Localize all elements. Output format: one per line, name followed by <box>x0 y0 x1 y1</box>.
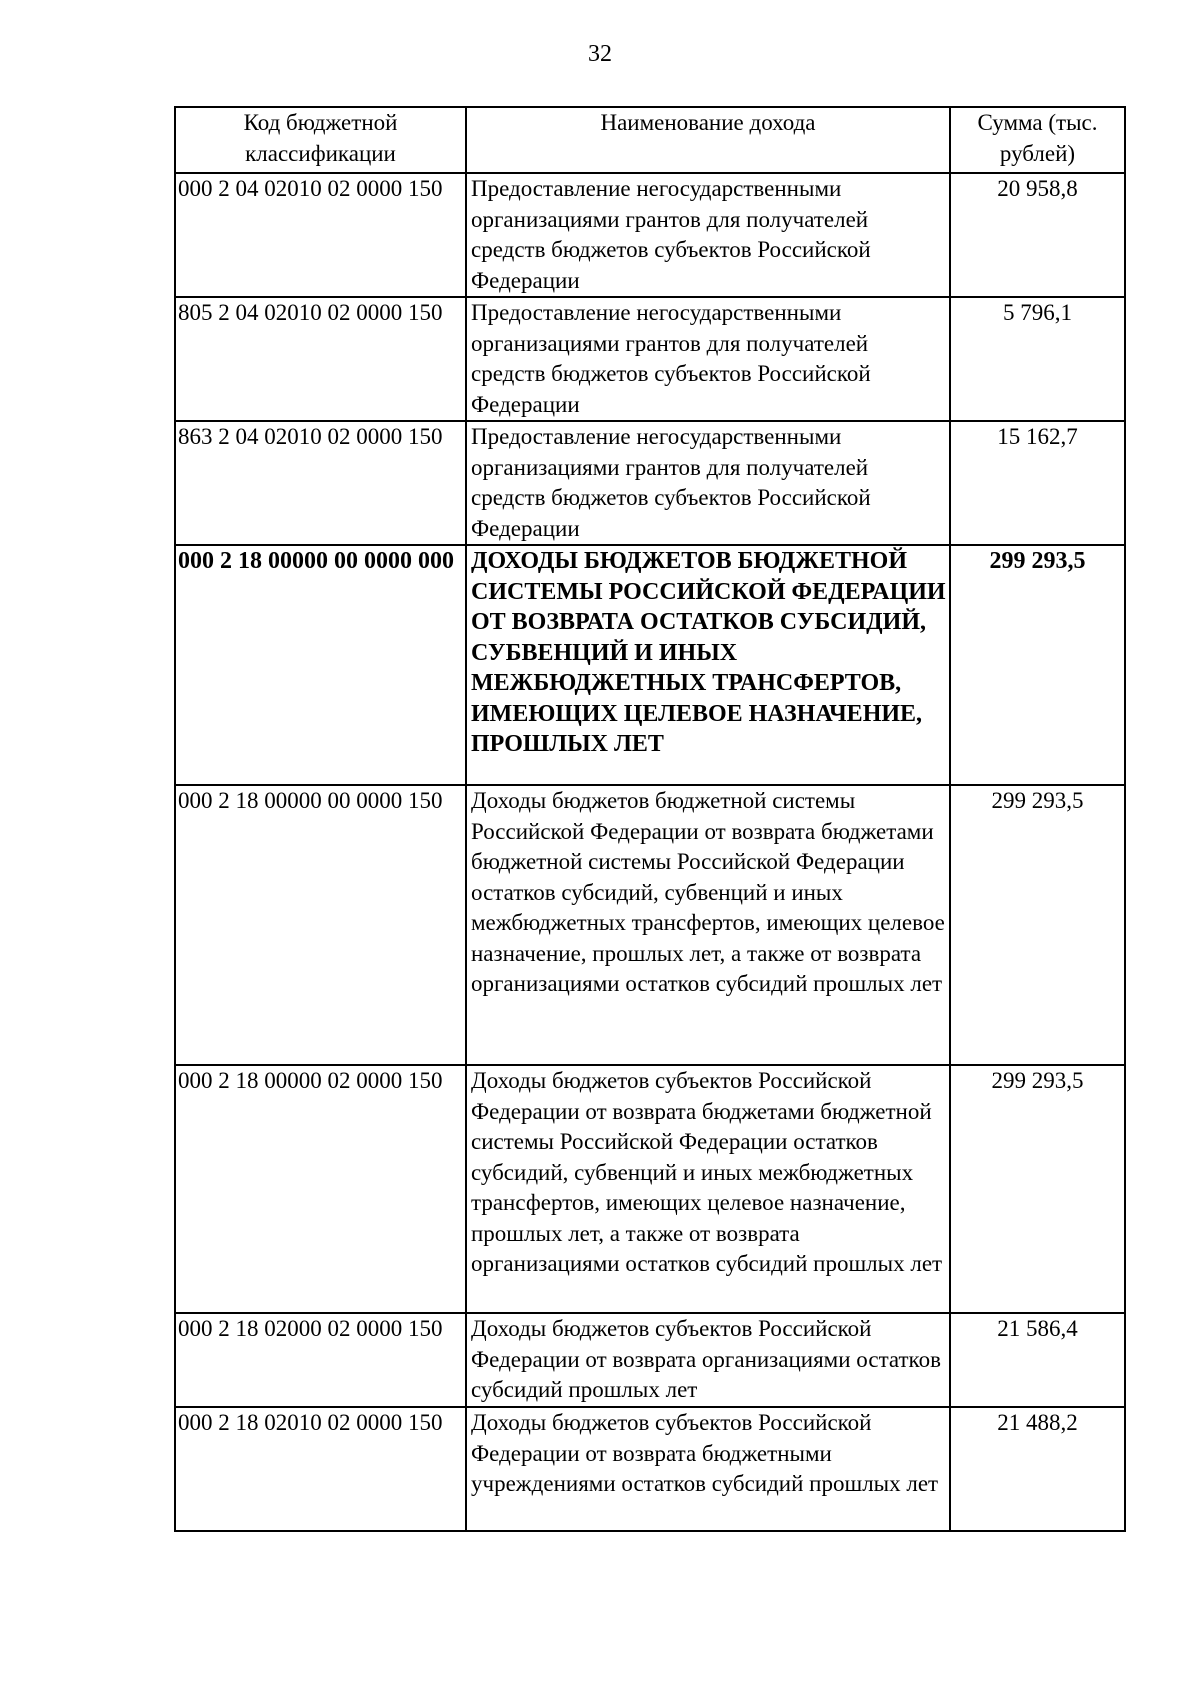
row-code: 000 2 18 02010 02 0000 150 <box>175 1407 466 1531</box>
table-header-row <box>175 107 1125 173</box>
row-name: ДОХОДЫ БЮДЖЕТОВ БЮДЖЕТНОЙ СИСТЕМЫ РОССИЙСКОЙ ФЕДЕРАЦИИ ОТ ВОЗВРАТА ОСТАТКОВ СУБСИДИЙ, СУБВЕНЦИЙ И ИНЫХ МЕЖБЮДЖЕТНЫХ ТРАНСФЕРТОВ, ИМЕЮЩИХ ЦЕЛЕВОЕ НАЗНАЧЕНИЕ, ПРОШЛЫХ ЛЕТ <box>466 545 950 785</box>
row-code: 000 2 18 02000 02 0000 150 <box>175 1313 466 1407</box>
header-sum: Сумма (тыс. рублей) <box>950 107 1125 173</box>
row-code: 863 2 04 02010 02 0000 150 <box>175 421 466 545</box>
row-name: Доходы бюджетов субъектов Российской Федерации от возврата организациями остатков субсидий прошлых лет <box>466 1313 950 1407</box>
table-row <box>175 1407 1125 1531</box>
revenue-table <box>174 106 1126 1532</box>
row-sum: 15 162,7 <box>950 421 1125 545</box>
row-code: 805 2 04 02010 02 0000 150 <box>175 297 466 421</box>
header-code: Код бюджетной классификации <box>175 107 466 173</box>
table-row <box>175 1313 1125 1407</box>
row-sum: 5 796,1 <box>950 297 1125 421</box>
row-sum: 21 586,4 <box>950 1313 1125 1407</box>
page-number: 32 <box>588 41 612 67</box>
table-row <box>175 173 1125 297</box>
row-name: Доходы бюджетов бюджетной системы Российской Федерации от возврата бюджетами бюджетной системы Российской Федерации остатков субсидий, субвенций и иных межбюджетных трансфертов, имеющих целевое назначение, прошлых лет, а также от возврата организациями остатков субсидий прошлых лет <box>466 785 950 1065</box>
row-name: Доходы бюджетов субъектов Российской Федерации от возврата бюджетами бюджетной системы Российской Федерации остатков субсидий, субвенций и иных межбюджетных трансфертов, имеющих целевое назначение, прошлых лет, а также от возврата организациями остатков субсидий прошлых лет <box>466 1065 950 1313</box>
row-sum: 20 958,8 <box>950 173 1125 297</box>
row-code: 000 2 18 00000 02 0000 150 <box>175 1065 466 1313</box>
header-name: Наименование дохода <box>466 107 950 173</box>
row-code: 000 2 18 00000 00 0000 150 <box>175 785 466 1065</box>
row-name: Предоставление негосударственными организациями грантов для получателей средств бюджетов субъектов Российской Федерации <box>466 421 950 545</box>
row-sum: 299 293,5 <box>950 785 1125 1065</box>
row-sum: 299 293,5 <box>950 545 1125 785</box>
row-sum: 299 293,5 <box>950 1065 1125 1313</box>
table-row <box>175 545 1125 785</box>
row-name: Доходы бюджетов субъектов Российской Федерации от возврата бюджетными учреждениями остатков субсидий прошлых лет <box>466 1407 950 1531</box>
table-row <box>175 421 1125 545</box>
row-name: Предоставление негосударственными организациями грантов для получателей средств бюджетов субъектов Российской Федерации <box>466 173 950 297</box>
table-row <box>175 297 1125 421</box>
table-row <box>175 785 1125 1065</box>
row-name: Предоставление негосударственными организациями грантов для получателей средств бюджетов субъектов Российской Федерации <box>466 297 950 421</box>
row-sum: 21 488,2 <box>950 1407 1125 1531</box>
row-code: 000 2 04 02010 02 0000 150 <box>175 173 466 297</box>
row-code: 000 2 18 00000 00 0000 000 <box>175 545 466 785</box>
table-row <box>175 1065 1125 1313</box>
